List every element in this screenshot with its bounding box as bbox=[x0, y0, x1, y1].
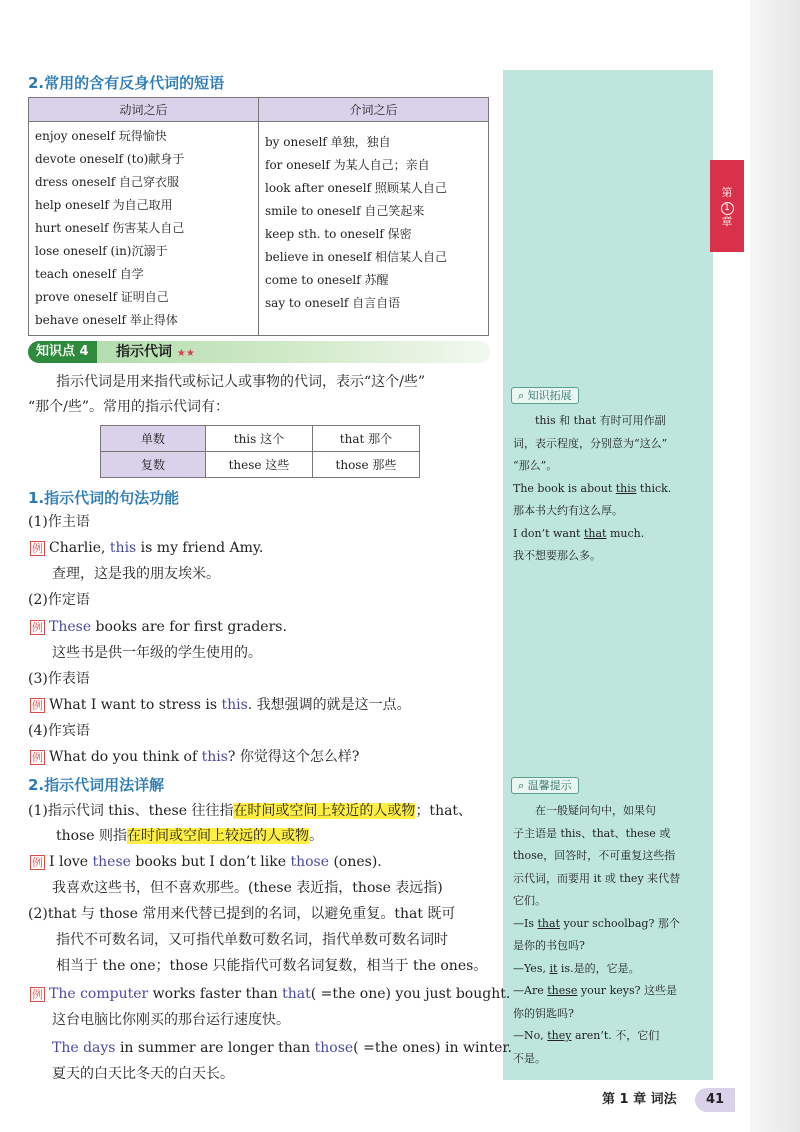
example-mark-icon: 例 bbox=[32, 751, 43, 764]
table-column-prep bbox=[259, 122, 488, 335]
table-cell: that 那个 bbox=[312, 426, 419, 452]
table-cell: look after oneself 照顾某人自己 bbox=[265, 181, 447, 195]
example-line: The days in summer are longer than those( =the ones) in winter. bbox=[52, 1040, 512, 1056]
example-mark-icon: 例 bbox=[32, 988, 43, 1001]
kp-title-text: 指示代词 bbox=[116, 344, 172, 360]
knowledge-extension-body: this 和 that 有时可用作副 词，表示程度，分别意为“这么” “那么”。 The book is about this thick. 那本书大约有这么厚。 I don’t want that much. 我不想要那么多。 bbox=[513, 414, 672, 562]
example-translation: 这些书是供一年级的学生使用的。 bbox=[52, 645, 262, 661]
demonstrative-table bbox=[100, 425, 420, 478]
usage-paragraph-2: 相当于 the one；those 只能指代可数名词复数，相当于 the ones。 bbox=[56, 958, 488, 974]
table-cell: believe in oneself 相信某人自己 bbox=[265, 250, 448, 264]
table-cell: say to oneself 自言自语 bbox=[265, 296, 401, 310]
chapter-tab bbox=[710, 160, 744, 252]
warm-tip-body: 在一般疑问句中，如果句 子主语是 this、that、these 或 those，回答时，不可重复这些指 示代词，而要用 it 或 they 来代替 它们。 —Is that your schoolbag? 那个 是你的书包吗? —Yes, it is.是的，它是。 —Are these your keys? 这些是 你的钥匙吗? —No, they aren’t. 不，它们 不是。 bbox=[513, 804, 681, 1065]
warm-tip-heading: ⌕ 温馨提示 bbox=[511, 777, 579, 794]
table-header-prep: 介词之后 bbox=[349, 103, 398, 117]
knowledge-point-title bbox=[116, 341, 195, 363]
example-line: 例 What do you think of this? 你觉得这个怎么样? bbox=[32, 749, 360, 765]
table-cell: enjoy oneself 玩得愉快 bbox=[35, 129, 167, 143]
table-cell: teach oneself 自学 bbox=[35, 267, 144, 281]
tab-number: 1 bbox=[721, 202, 734, 215]
example-line: 例 The computer works faster than that( =the one) you just bought. bbox=[32, 986, 511, 1002]
table-cell: 单数 bbox=[101, 426, 206, 452]
example-translation: 夏天的白天比冬天的白天长。 bbox=[52, 1066, 234, 1082]
table-cell: by oneself 单独，独自 bbox=[265, 135, 391, 149]
example-translation: 我喜欢这些书，但不喜欢那些。(these 表近指，those 表远指) bbox=[52, 880, 443, 896]
table-cell: for oneself 为某人自己；亲自 bbox=[265, 158, 430, 172]
table-cell: keep sth. to oneself 保密 bbox=[265, 227, 412, 241]
example-mark-icon: 例 bbox=[32, 699, 43, 712]
table-cell: lose oneself (in)沉溺于 bbox=[35, 244, 168, 258]
chapter-footer: 第 1 章 词法 bbox=[602, 1092, 677, 1107]
table-cell: behave oneself 举止得体 bbox=[35, 313, 178, 327]
section-title-phrases: 2.常用的含有反身代词的短语 bbox=[28, 74, 225, 92]
example-translation: 这台电脑比你刚买的那台运行速度快。 bbox=[52, 1012, 290, 1028]
table-cell: come to oneself 苏醒 bbox=[265, 273, 389, 287]
tab-char-2: 章 bbox=[721, 215, 733, 228]
table-cell: dress oneself 自己穿衣服 bbox=[35, 175, 180, 189]
knowledge-extension-heading: ⌕ 知识拓展 bbox=[511, 387, 579, 404]
reflexive-phrase-table bbox=[28, 97, 489, 336]
table-cell: help oneself 为自己取用 bbox=[35, 198, 173, 212]
table-cell: devote oneself (to)献身于 bbox=[35, 152, 185, 166]
table-column-verb bbox=[29, 122, 259, 335]
knowledge-point-label: 知识点 4 bbox=[28, 341, 97, 363]
table-cell: hurt oneself 伤害某人自己 bbox=[35, 221, 185, 235]
example-mark-icon: 例 bbox=[32, 621, 43, 634]
table-cell: this 这个 bbox=[206, 426, 313, 452]
table-header-verb: 动词之后 bbox=[29, 98, 259, 121]
example-mark-icon: 例 bbox=[32, 856, 43, 869]
table-cell: 复数 bbox=[101, 452, 206, 478]
usage-paragraph-2: 指代不可数名词，又可指代单数可数名词，指代单数可数名词时 bbox=[56, 932, 448, 948]
item-heading: (3)作表语 bbox=[28, 671, 90, 687]
intro-line-1: 指示代词是用来指代或标记人或事物的代词，表示“这个/些” bbox=[56, 374, 426, 390]
example-line: 例 I love these books but I don’t like those (ones). bbox=[32, 854, 382, 870]
section-title-usage: 2.指示代词用法详解 bbox=[28, 776, 165, 794]
highlight-far: 在时间或空间上较远的人或物 bbox=[127, 828, 309, 844]
table-cell: smile to oneself 自己笑起来 bbox=[265, 204, 425, 218]
example-mark-icon: 例 bbox=[32, 542, 43, 555]
example-translation: 查理，这是我的朋友埃米。 bbox=[52, 566, 220, 582]
intro-line-2: “那个/些”。常用的指示代词有： bbox=[28, 399, 230, 415]
table-cell: those 那些 bbox=[312, 452, 419, 478]
table-cell: these 这些 bbox=[206, 452, 313, 478]
usage-paragraph-1: (1)指示代词 this、these 往往指在时间或空间上较近的人或物；that、 bbox=[28, 803, 473, 819]
example-line: 例 These books are for first graders. bbox=[32, 619, 287, 635]
usage-paragraph-2: (2)that 与 those 常用来代替已提到的名词，以避免重复。that 既可 bbox=[28, 906, 456, 922]
item-heading: (2)作定语 bbox=[28, 592, 90, 608]
table-cell: prove oneself 证明自己 bbox=[35, 290, 169, 304]
star-icon: ★★ bbox=[176, 348, 195, 359]
section-title-syntax: 1.指示代词的句法功能 bbox=[28, 489, 180, 507]
tab-char-1: 第 bbox=[721, 186, 733, 199]
example-line: 例 Charlie, this is my friend Amy. bbox=[32, 540, 264, 556]
example-line: 例 What I want to stress is this. 我想强调的就是这一点。 bbox=[32, 697, 411, 713]
item-heading: (1)作主语 bbox=[28, 514, 90, 530]
page-edge bbox=[750, 0, 800, 1132]
knowledge-point-banner bbox=[28, 341, 490, 363]
page-number: 41 bbox=[695, 1088, 735, 1112]
usage-paragraph-1-cont: those 则指在时间或空间上较远的人或物。 bbox=[56, 828, 323, 844]
highlight-near: 在时间或空间上较近的人或物 bbox=[233, 803, 416, 819]
item-heading: (4)作宾语 bbox=[28, 723, 90, 739]
